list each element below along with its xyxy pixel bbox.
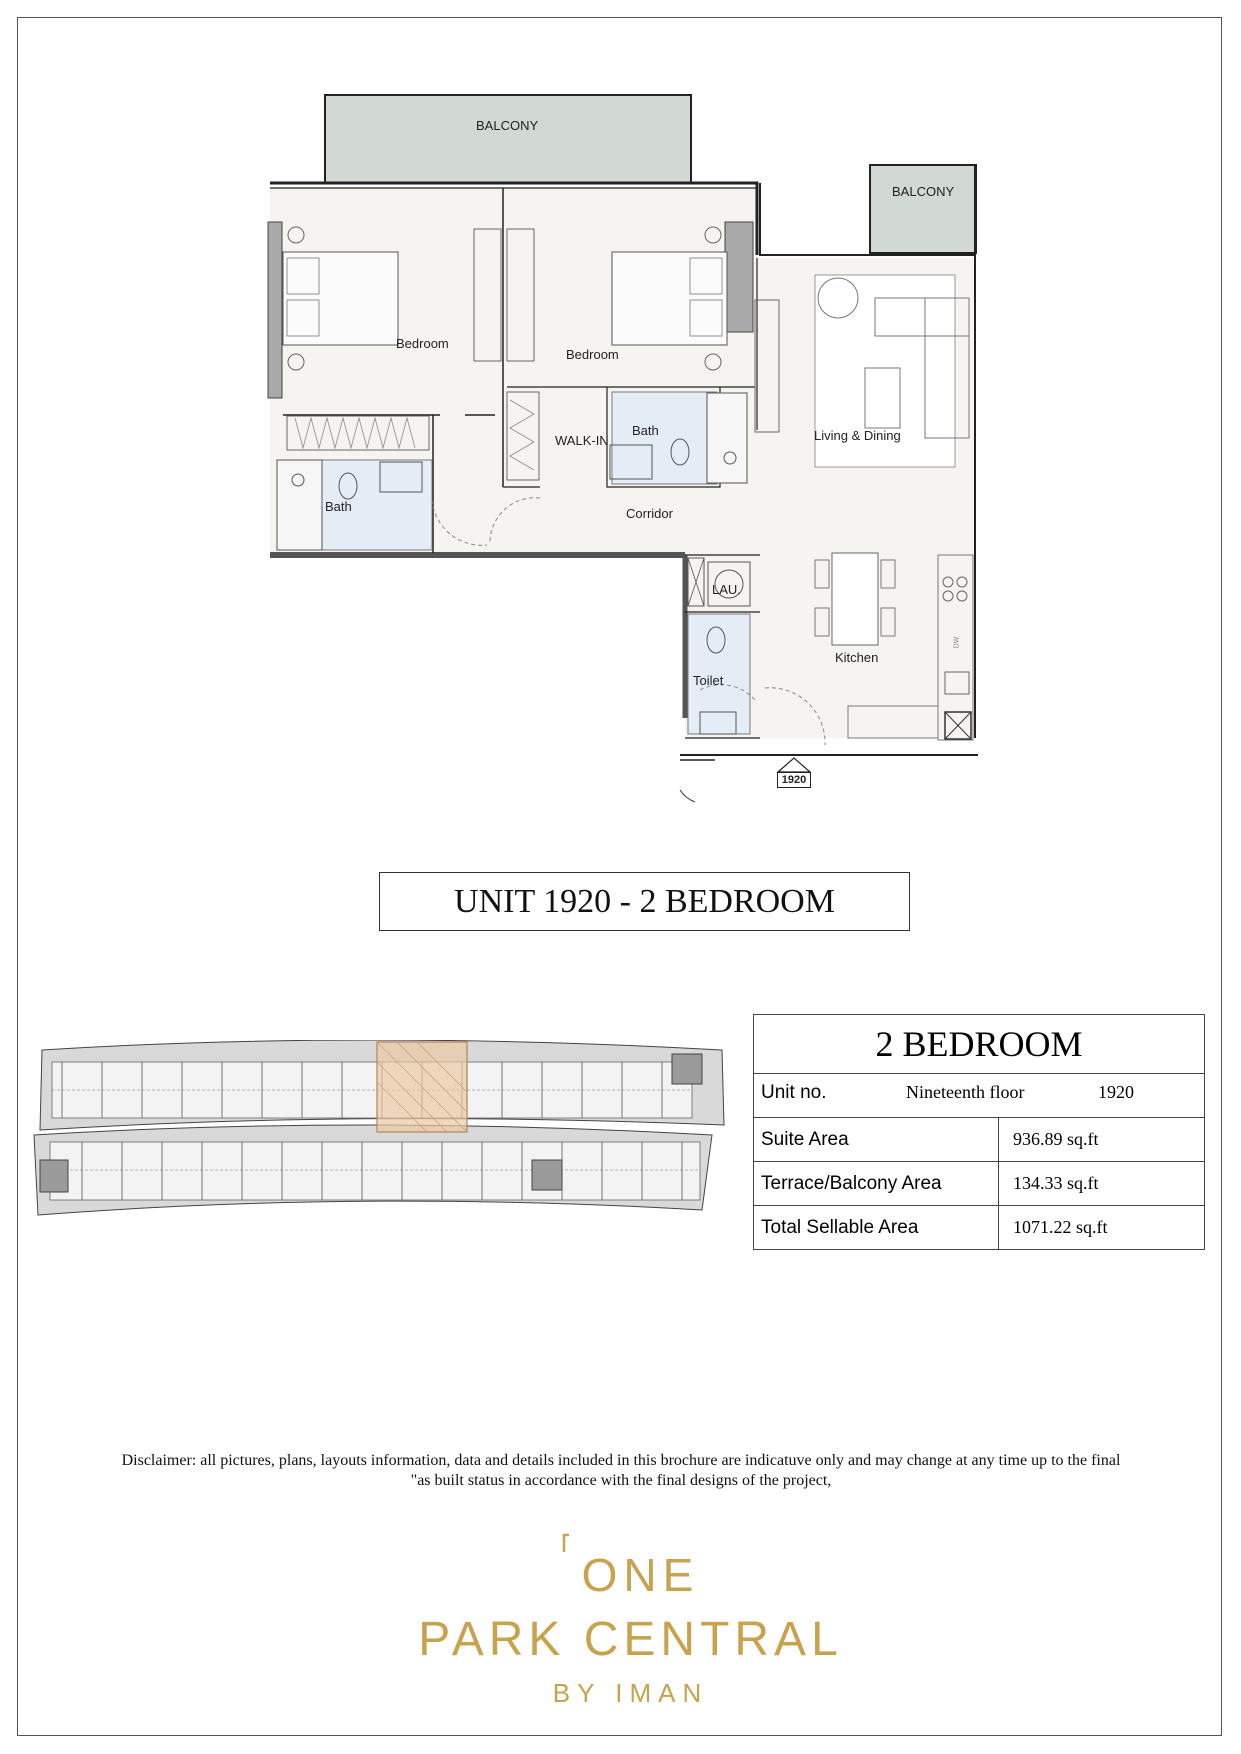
row-value: 1071.22 sq.ft — [999, 1206, 1205, 1250]
room-label-living-dining: Living & Dining — [814, 428, 901, 443]
logo-by-iman: BY IMAN — [552, 1678, 709, 1708]
row-value: 936.89 sq.ft — [999, 1118, 1205, 1162]
room-label-corridor: Corridor — [626, 506, 673, 521]
room-label-bedroom: Bedroom — [566, 347, 619, 362]
room-label-bedroom: Bedroom — [396, 336, 449, 351]
logo-park-central: PARK CENTRAL — [418, 1613, 843, 1666]
room-label-laundry: LAU. — [712, 582, 741, 597]
table-row — [754, 1118, 1205, 1162]
table-row — [754, 1162, 1205, 1206]
bed-1 — [283, 252, 398, 345]
row-label: Suite Area — [754, 1118, 999, 1162]
room-label-toilet: Toilet — [693, 673, 724, 688]
balcony-main — [325, 95, 691, 183]
unit-info-table — [753, 1014, 1205, 1250]
unit-title: UNIT 1920 - 2 BEDROOM — [379, 872, 910, 931]
bed-2 — [612, 252, 727, 345]
dining-table — [832, 553, 878, 645]
bath-2-area — [612, 392, 717, 484]
room-label-walk-in: WALK-IN — [555, 433, 609, 448]
balcony-side — [870, 165, 976, 253]
row-label: Terrace/Balcony Area — [754, 1162, 999, 1206]
info-heading: 2 BEDROOM — [754, 1015, 1205, 1074]
balcony-label: BALCONY — [892, 184, 955, 199]
key-plan — [32, 1040, 732, 1220]
logo-one: ONE — [581, 1549, 700, 1601]
table-row — [754, 1206, 1205, 1250]
room-label-bath: Bath — [632, 423, 659, 438]
dishwasher-label: DW — [953, 636, 961, 649]
unit-tag: 1920 — [777, 772, 811, 788]
row-label: Total Sellable Area — [754, 1206, 999, 1250]
disclaimer — [46, 1451, 1196, 1491]
disclaimer-line: Disclaimer: all pictures, plans, layouts information, data and details included in this brochure are indicatuve only and may change at any time up to the final — [121, 1452, 1121, 1469]
balcony-label: BALCONY — [476, 118, 539, 133]
room-label-kitchen: Kitchen — [835, 650, 879, 665]
room-label-bath: Bath — [325, 499, 352, 514]
unit-no-label: Unit no. — [761, 1082, 827, 1103]
unit-no-value: 1920 — [1098, 1082, 1134, 1102]
unit-floor-plan — [0, 0, 1241, 820]
floor-value: Nineteenth floor — [906, 1082, 1025, 1102]
disclaimer-line: "as built status in accordance with the final designs of the project, — [410, 1472, 832, 1489]
row-value: 134.33 sq.ft — [999, 1162, 1205, 1206]
